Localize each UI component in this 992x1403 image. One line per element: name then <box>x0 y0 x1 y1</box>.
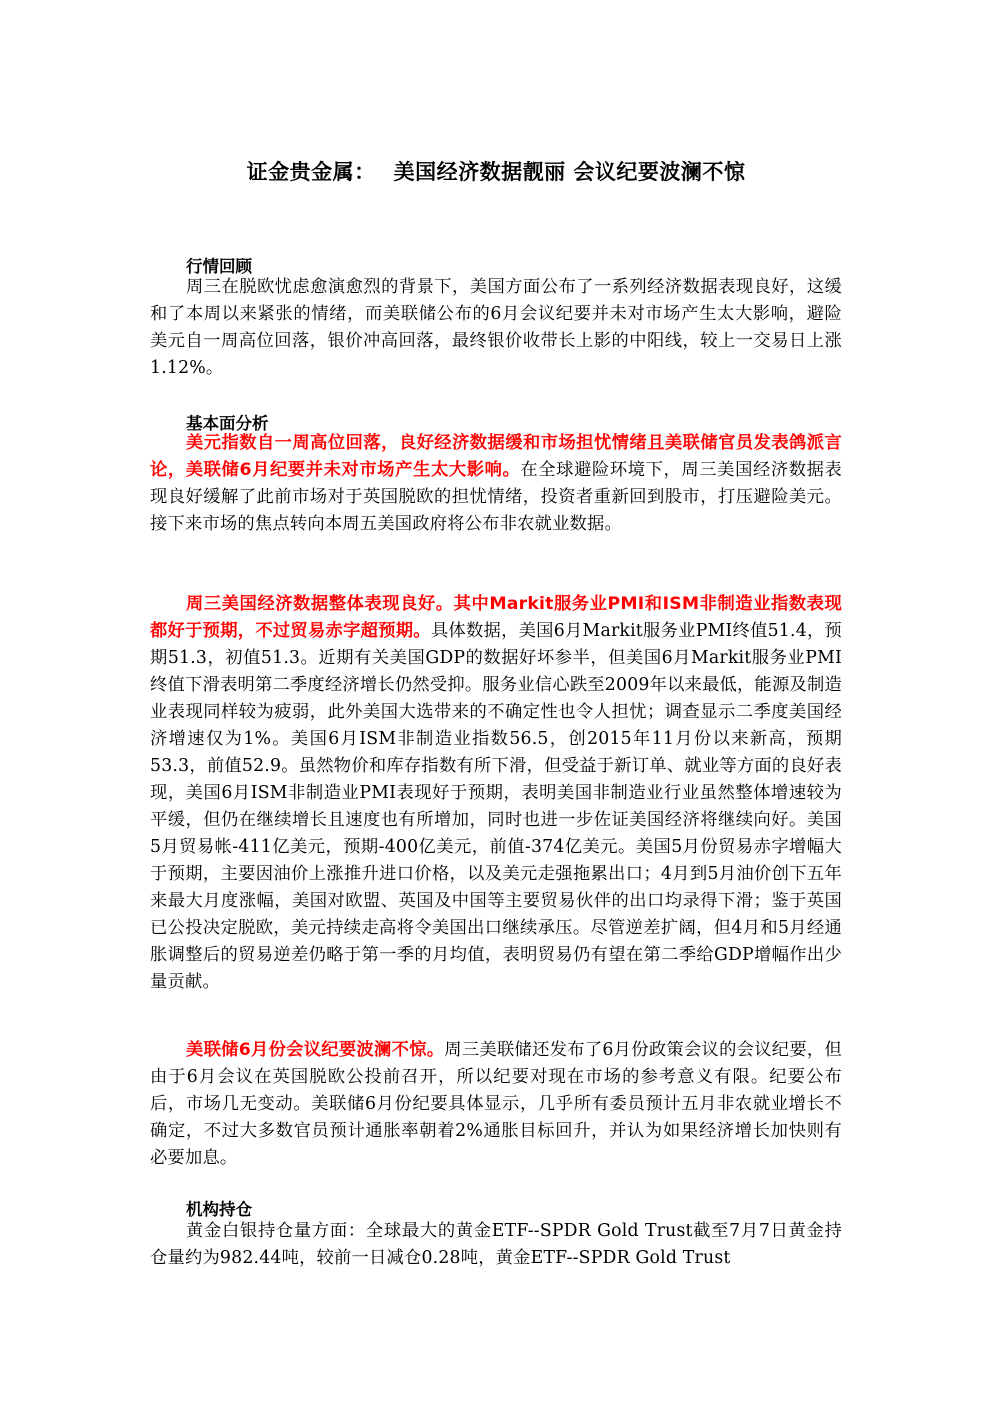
paragraph-fundamentals-data <box>150 591 842 996</box>
document-title <box>150 156 842 186</box>
text-dollar: 在全球避险环境下，周三美国经济数据表现良好缓解了此前市场对于英国脱欧的担忧情绪，投资者重新回到股市，打压避险美元。接下来市场的焦点转向本周五美国政府将公布非农就业数据。 <box>150 460 842 534</box>
paragraph-fundamentals-dollar <box>150 430 842 538</box>
heading-fundamentals: 基本面分析 <box>186 414 269 433</box>
heading-market-review: 行情回顾 <box>186 257 252 276</box>
paragraph-fundamentals-minutes <box>150 1037 842 1172</box>
text-data: 具体数据，美国6月Markit服务业PMI终值51.4，预期51.3，初值51.3。近期有关美国GDP的数据好坏参半，但美国6月Markit服务业PMI终值下滑表明第二季度经济增长仍然受抑。服务业信心跌至2009年以来最低，能源及制造业表现同样较为疲弱，此外美国大选带来的不确定性也令人担忧；调查显示二季度美国经济增速仅为1%。美国6月ISM非制造业指数56.5，创2015年11月份以来新高，预期53.3，前值52.9。虽然物价和库存指数有所下滑，但受益于新订单、就业等方面的良好表现，美国6月ISM非制造业PMI表现好于预期，表明美国非制造业行业虽然整体增速较为平缓，但仍在继续增长且速度也有所增加，同时也进一步佐证美国经济将继续向好。美国5月贸易帐-411亿美元，预期-400亿美元，前值-374亿美元。美国5月份贸易赤字增幅大于预期，主要因油价上涨推升进口价格，以及美元走强拖累出口；4月到5月油价创下五年来最大月度涨幅，美国对欧盟、英国及中国等主要贸易伙伴的出口均录得下滑；鉴于英国已公投决定脱欧，美元持续走高将令美国出口继续承压。尽管逆差扩阔，但4月和5月经通胀调整后的贸易逆差仍略于第一季的月均值，表明贸易仍有望在第二季给GDP增幅作出少量贡献。 <box>150 621 843 992</box>
highlight-dollar: 美元指数自一周高位回落，良好经济数据缓和市场担忧情绪且美联储官员发表鸽派言论，美联储6月纪要并未对市场产生太大影响。 <box>150 433 842 480</box>
highlight-data: 周三美国经济数据整体表现良好。其中Markit服务业PMI和ISM非制造业指数表现都好于预期，不过贸易赤字超预期。 <box>150 594 842 641</box>
title-main: 美国经济数据靓丽 会议纪要波澜不惊 <box>393 160 746 184</box>
title-prefix: 证金贵金属： <box>246 160 376 184</box>
paragraph-positions: 黄金白银持仓量方面：全球最大的黄金ETF--SPDR Gold Trust截至7月7日黄金持仓量约为982.44吨，较前一日减仓0.28吨，黄金ETF--SPDR Gold Trust <box>150 1221 842 1268</box>
highlight-minutes: 美联储6月份会议纪要波澜不惊。 <box>186 1040 445 1060</box>
paragraph-market-review: 周三在脱欧忧虑愈演愈烈的背景下，美国方面公布了一系列经济数据表现良好，这缓和了本周以来紧张的情绪，而美联储公布的6月会议纪要并未对市场产生太大影响，避险美元自一周高位回落，银价冲高回落，最终银价收带长上影的中阳线，较上一交易日上涨1.12%。 <box>150 277 842 378</box>
heading-positions: 机构持仓 <box>186 1200 252 1219</box>
text-minutes: 周三美联储还发布了6月份政策会议的会议纪要，但由于6月会议在英国脱欧公投前召开，所以纪要对现在市场的参考意义有限。纪要公布后，市场几无变动。美联储6月份纪要具体显示，几乎所有委员预计五月非农就业增长不确定，不过大多数官员预计通胀率朝着2%通胀目标回升，并认为如果经济增长加快则有必要加息。 <box>150 1040 842 1168</box>
